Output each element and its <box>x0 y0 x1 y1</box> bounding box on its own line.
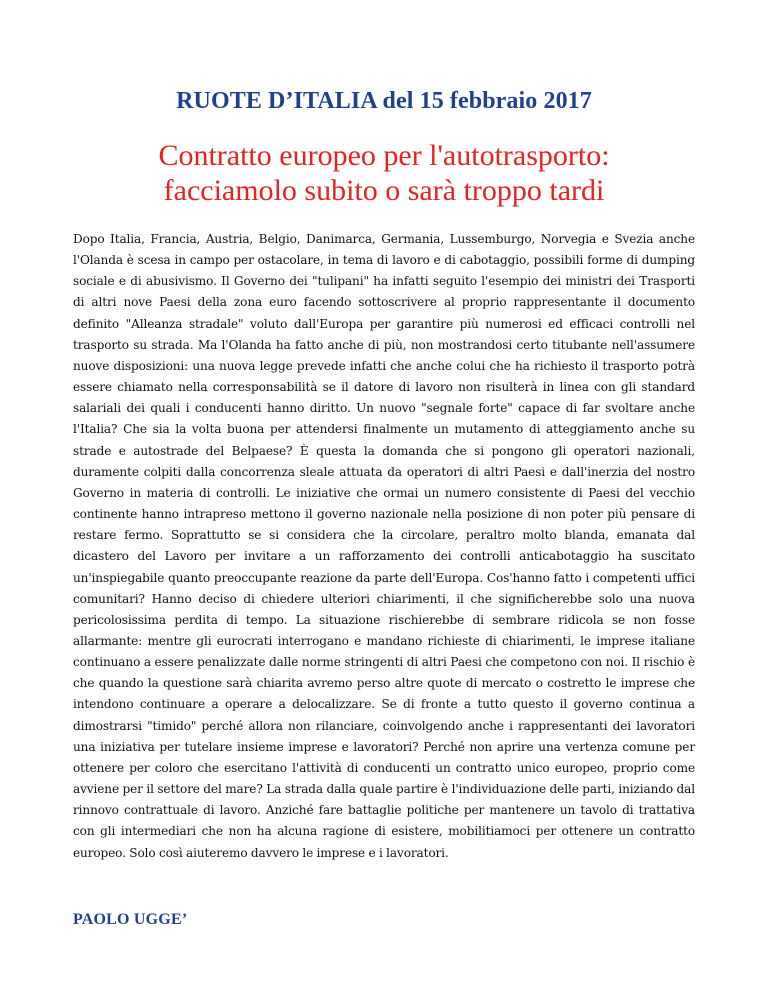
headline-line-1: Contratto europeo per l'autotrasporto: <box>158 139 610 172</box>
page-title: RUOTE D’ITALIA del 15 febbraio 2017 <box>176 88 592 114</box>
article-headline <box>0 138 768 208</box>
article-body: Dopo Italia, Francia, Austria, Belgio, Danimarca, Germania, Lussemburgo, Norvegia e Svezia anche l'Olanda è scesa in campo per ostacolare, in tema di lavoro e di cabotaggio, possibili forme di dumping sociale e di abusivismo. Il Governo dei "tulipani" ha infatti seguito l'esempio dei ministri dei Trasporti di altri nove Paesi della zona euro facendo sottoscrivere al proprio rappresentante il documento definito "Alleanza stradale" voluto dall'Europa per garantire più numerosi ed efficaci controlli nel trasporto su strada. Ma l'Olanda ha fatto anche di più, non mostrandosi certo titubante nell'assumere nuove disposizioni: una nuova legge prevede infatti che anche colui che ha richiesto il trasporto potrà essere chiamato nella corresponsabilità se il datore di lavoro non risulterà in linea con gli standard salariali dei quali i conducenti hanno diritto. Un nuovo "segnale forte" capace di far svoltare anche l'Italia? Che sia la volta buona per attendersi finalmente un mutamento di atteggiamento anche su strade e autostrade del Belpaese? È questa la domanda che si pongono gli operatori nazionali, duramente colpiti dalla concorrenza sleale attuata da operatori di altri Paesi e dall'inerzia del nostro Governo in materia di controlli. Le iniziative che ormai un numero consistente di Paesi del vecchio continente hanno intrapreso mettono il governo nazionale nella posizione di non poter più pensare di restare fermo. Soprattutto se si considera che la circolare, peraltro molto blanda, emanata dal dicastero del Lavoro per invitare a un rafforzamento dei controlli anticabotaggio ha suscitato un'inspiegabile quanto preoccupante reazione da parte dell'Europa. Cos'hanno fatto i competenti uffici comunitari? Hanno deciso di chiedere ulteriori chiarimenti, il che significherebbe solo una nuova pericolosissima perdita di tempo. La situazione rischierebbe di sembrare ridicola se non fosse allarmante: mentre gli eurocrati interrogano e mandano richieste di chiarimenti, le imprese italiane continuano a essere penalizzate dalle norme stringenti di altri Paesi che competono con noi. Il rischio è che quando la questione sarà chiarita avremo perso altre quote di mercato o costretto le imprese che intendono continuare a operare a delocalizzare. Se di fronte a tutto questo il governo continua a dimostrarsi "timido" perché allora non rilanciare, coinvolgendo anche i rappresentanti dei lavoratori una iniziativa per tutelare insieme imprese e lavoratori? Perché non aprire una vertenza comune per ottenere per coloro che esercitano l'attività di conducenti un contratto unico europeo, proprio come avviene per il settore del mare? La strada dalla quale partire è l'individuazione delle parti, iniziando dal rinnovo contrattuale di lavoro. Anziché fare battaglie politiche per mantenere un tavolo di trattativa con gli intermediari che non ha alcuna ragione di esistere, mobilitiamoci per ottenere un contratto europeo. Solo così aiuteremo davvero le imprese e i lavoratori. <box>73 232 695 860</box>
headline-line-2: facciamolo subito o sarà troppo tardi <box>163 174 605 207</box>
article-author: PAOLO UGGE’ <box>73 911 188 928</box>
